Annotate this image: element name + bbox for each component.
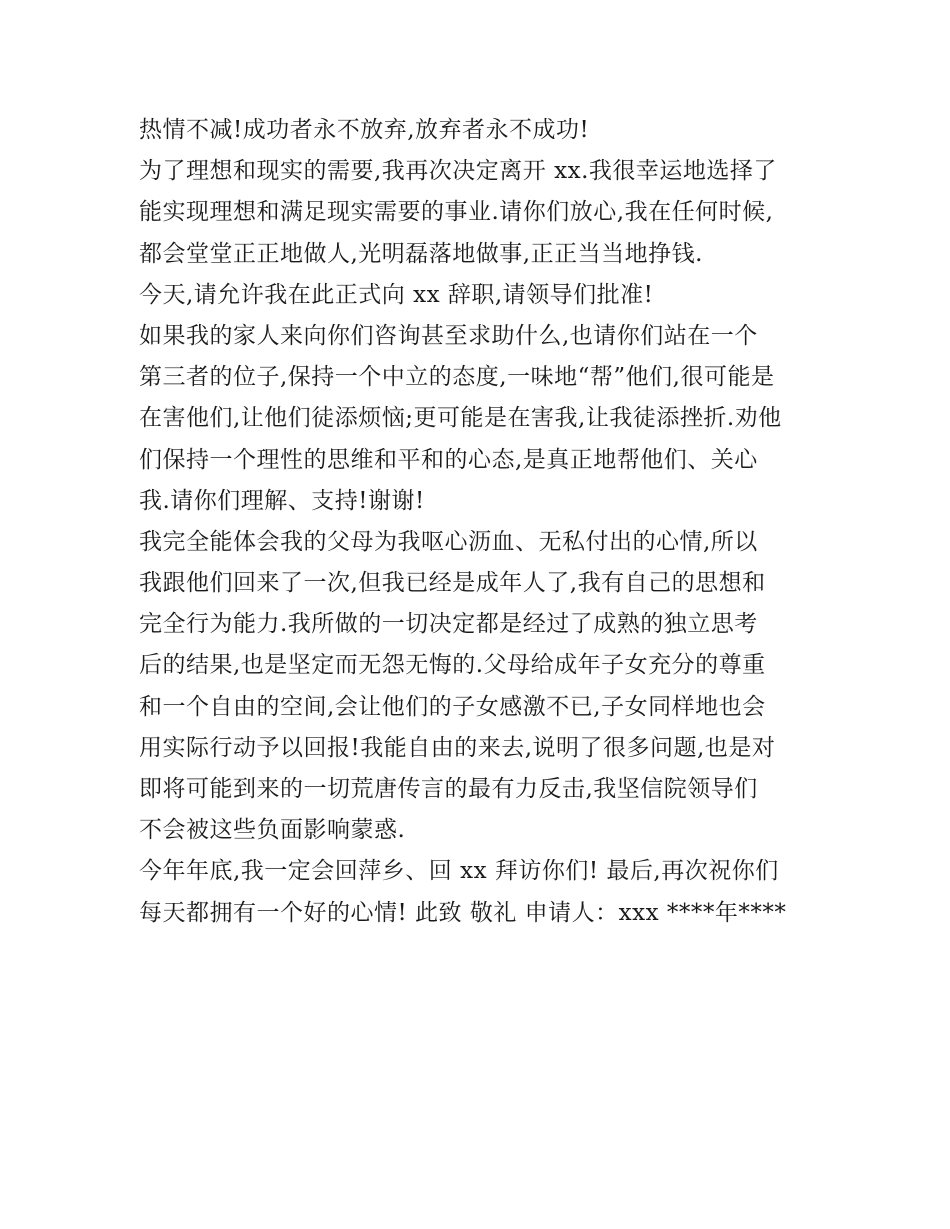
- text-line: 今年年底,我一定会回萍乡、回 xx 拜访你们! 最后,再次祝你们: [139, 858, 779, 885]
- text-line: 每天都拥有一个好的心情! 此致 敬礼 申请人：xxx ****年****: [139, 899, 787, 926]
- text-line: 为了理想和现实的需要,我再次决定离开 xx.我很幸运地选择了: [139, 158, 777, 185]
- text-line: 都会堂堂正正地做人,光明磊落地做事,正正当当地挣钱.: [139, 240, 703, 267]
- text-line: 们保持一个理性的思维和平和的心态,是真正地帮他们、关心: [139, 446, 758, 473]
- text-line: 在害他们,让他们徒添烦恼;更可能是在害我,让我徒添挫折.劝他: [139, 405, 782, 432]
- text-line: 即将可能到来的一切荒唐传言的最有力反击,我坚信院领导们: [139, 776, 758, 802]
- text-line: 我完全能体会我的父母为我呕心沥血、无私付出的心情,所以: [139, 528, 758, 555]
- text-line: 热情不减!成功者永不放弃,放弃者永不成功!: [139, 117, 590, 143]
- text-line: 如果我的家人来向你们咨询甚至求助什么,也请你们站在一个: [139, 322, 758, 349]
- text-line: 今天,请允许我在此正式向 xx 辞职,请领导们批准!: [139, 281, 654, 308]
- text-line: 我.请你们理解、支持!谢谢!: [139, 487, 425, 514]
- text-line: 后的结果,也是坚定而无怨无悔的.父母给成年子女充分的尊重: [139, 652, 766, 679]
- text-line: 不会被这些负面影响蒙惑.: [139, 817, 406, 844]
- text-line: 我跟他们回来了一次,但我已经是成年人了,我有自己的思想和: [139, 570, 766, 597]
- text-line: 用实际行动予以回报!我能自由的来去,说明了很多问题,也是对: [139, 734, 776, 761]
- text-line: 第三者的位子,保持一个中立的态度,一味地“帮”他们,很可能是: [139, 364, 775, 391]
- document-body: [139, 110, 819, 934]
- text-line: 和一个自由的空间,会让他们的子女感激不已,子女同样地也会: [139, 693, 766, 720]
- text-line: 完全行为能力.我所做的一切决定都是经过了成熟的独立思考: [139, 611, 758, 638]
- text-line: 能实现理想和满足现实需要的事业.请你们放心,我在任何时候,: [139, 199, 774, 226]
